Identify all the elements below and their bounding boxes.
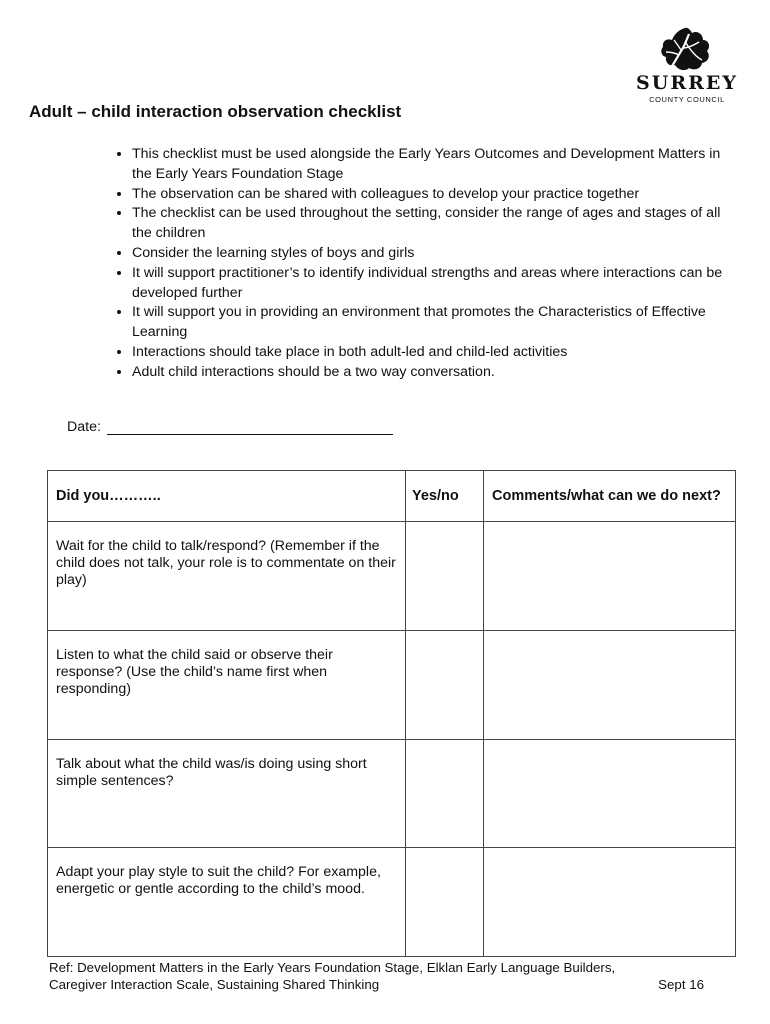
table-row <box>48 522 736 631</box>
question-cell: Adapt your play style to suit the child? For example, energetic or gentle according to the child’s mood. <box>48 848 406 957</box>
table-row <box>48 740 736 848</box>
logo-subtitle: COUNTY COUNCIL <box>649 95 725 104</box>
header-yes-no: Yes/no <box>406 471 484 522</box>
header-did-you: Did you……….. <box>48 471 406 522</box>
date-row <box>67 419 393 435</box>
list-item: • The observation can be shared with colleagues to develop your practice together <box>132 185 732 205</box>
question-cell: Wait for the child to talk/respond? (Remember if the child does not talk, your role is to commentate on their play) <box>48 522 406 631</box>
page-title: Adult – child interaction observation checklist <box>29 102 402 121</box>
question-cell: Listen to what the child said or observe their response? (Use the child’s name first when responding) <box>48 631 406 740</box>
date-field[interactable] <box>107 419 393 435</box>
list-item: • Interactions should take place in both adult-led and child-led activities <box>132 343 732 363</box>
comments-cell[interactable] <box>484 631 736 740</box>
list-item: • The checklist can be used throughout the setting, consider the range of ages and stages of all the children <box>132 204 732 244</box>
list-item: • Adult child interactions should be a two way conversation. <box>132 363 732 383</box>
logo-name: SURREY <box>636 72 738 94</box>
footer-ref-line-1: Ref: Development Matters in the Early Years Foundation Stage, Elklan Early Language Builders, <box>49 960 616 975</box>
comments-cell[interactable] <box>484 848 736 957</box>
surrey-logo <box>634 26 740 104</box>
table-row <box>48 631 736 740</box>
header-comments: Comments/what can we do next? <box>484 471 736 522</box>
list-item: • It will support you in providing an environment that promotes the Characteristics of Effective Learning <box>132 303 732 343</box>
comments-cell[interactable] <box>484 522 736 631</box>
list-item: • It will support practitioner’s to identify individual strengths and areas where interactions can be developed further <box>132 264 732 304</box>
table-header-row <box>48 471 736 522</box>
guidance-list <box>108 145 732 383</box>
yes-no-cell[interactable] <box>406 740 484 848</box>
date-label: Date: <box>67 419 101 435</box>
yes-no-cell[interactable] <box>406 522 484 631</box>
list-item: • Consider the learning styles of boys and girls <box>132 244 732 264</box>
footer-ref-line-2: Caregiver Interaction Scale, Sustaining Shared Thinking <box>49 976 380 992</box>
footer-reference <box>49 960 709 993</box>
yes-no-cell[interactable] <box>406 631 484 740</box>
footer-date: Sept 16 <box>658 976 704 992</box>
yes-no-cell[interactable] <box>406 848 484 957</box>
oak-leaf-icon <box>658 26 712 74</box>
list-item: • This checklist must be used alongside the Early Years Outcomes and Development Matters in the Early Years Foundation Stage <box>132 145 732 185</box>
comments-cell[interactable] <box>484 740 736 848</box>
checklist-table <box>47 470 736 957</box>
table-row <box>48 848 736 957</box>
question-cell: Talk about what the child was/is doing using short simple sentences? <box>48 740 406 848</box>
